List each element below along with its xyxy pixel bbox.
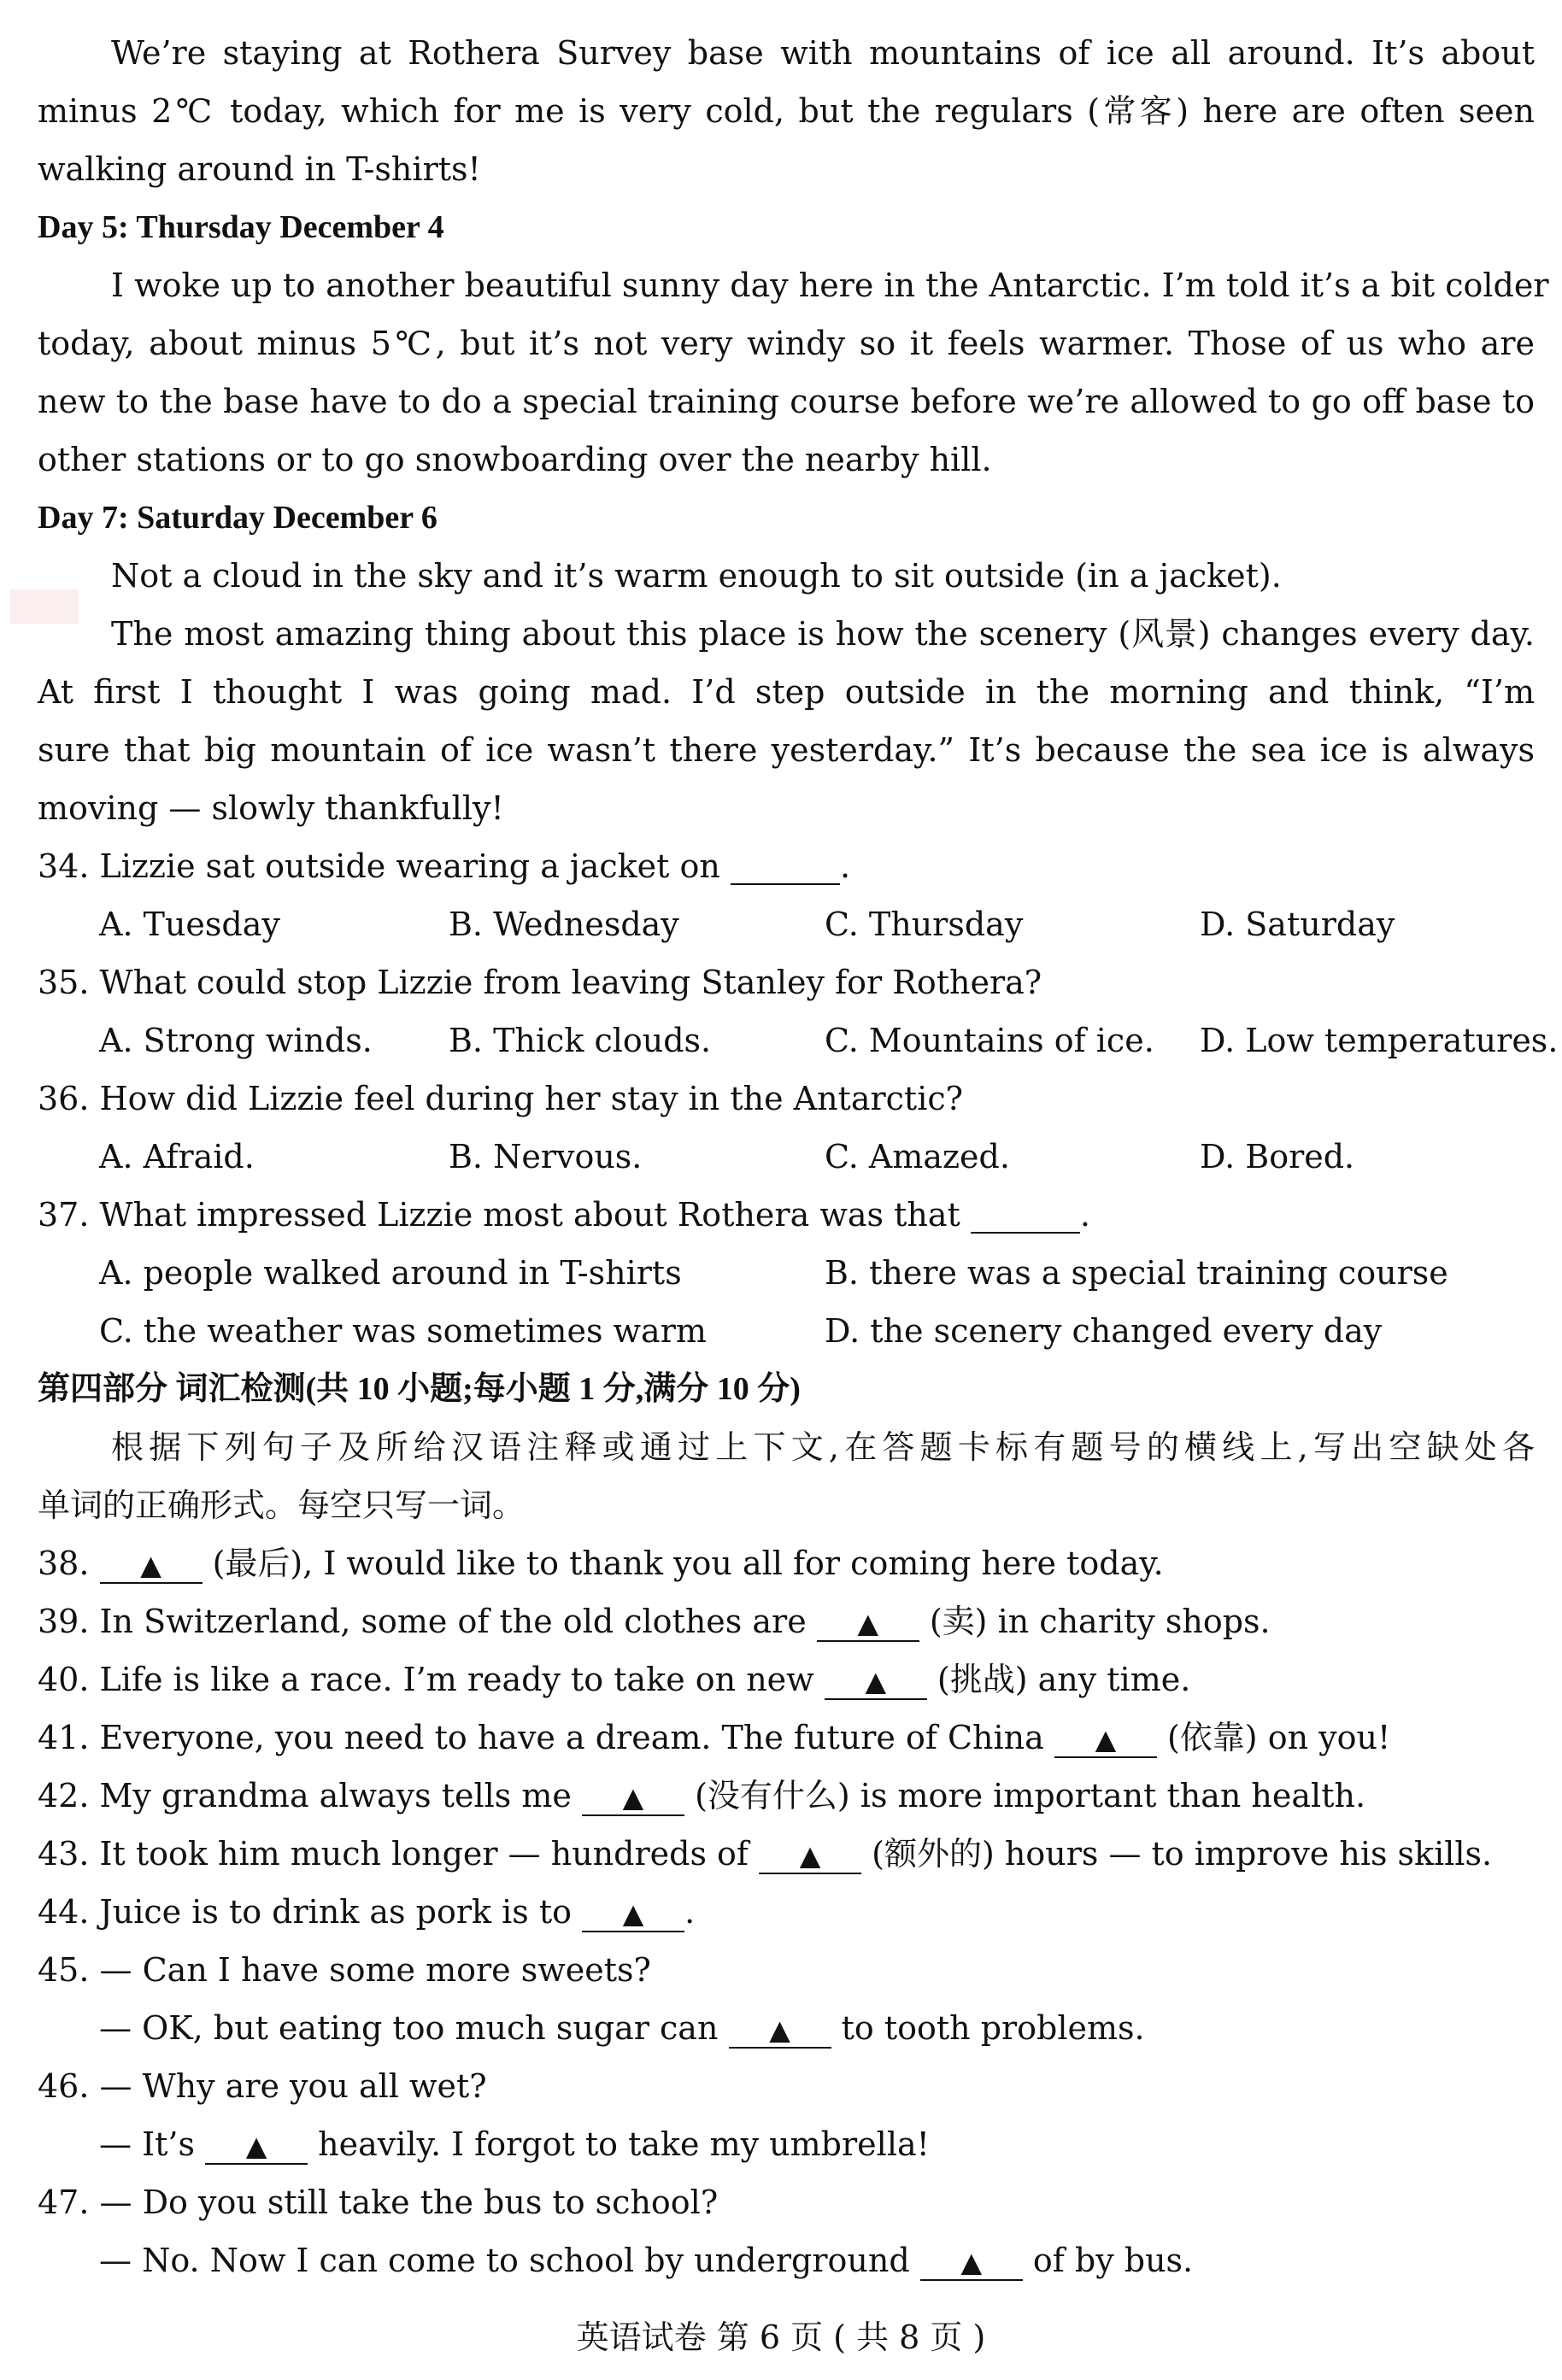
passage-p2-line1: I woke up to another beautiful sunny day here in the Antarctic. I’m told it’s a bit colder xyxy=(111,267,1549,304)
blank-marker-icon: ▲ xyxy=(622,1781,644,1814)
question-44 xyxy=(38,1891,1535,1932)
q42-before: 42. My grandma always tells me xyxy=(38,1777,572,1814)
q35-option-b[interactable]: B. Thick clouds. xyxy=(449,1022,712,1059)
q41-blank[interactable] xyxy=(1054,1721,1157,1758)
q37-blank[interactable] xyxy=(971,1198,1080,1234)
q38-blank[interactable] xyxy=(100,1546,203,1584)
passage-p4-line3: sure that big mountain of ice wasn’t there yesterday.” It’s because the sea ice is always xyxy=(38,731,1535,769)
q42-after: (没有什么) is more important than health. xyxy=(684,1777,1366,1814)
q34-option-d[interactable]: D. Saturday xyxy=(1200,906,1395,943)
q45-before: — OK, but eating too much sugar can xyxy=(99,2009,719,2047)
scan-smudge xyxy=(10,589,79,624)
passage-p1-line3: walking around in T-shirts! xyxy=(38,150,481,188)
q36-option-d[interactable]: D. Bored. xyxy=(1200,1138,1355,1175)
question-41 xyxy=(38,1717,1535,1758)
question-37 xyxy=(38,1194,1535,1235)
q35-option-c[interactable]: C. Mountains of ice. xyxy=(825,1022,1154,1059)
q39-before: 39. In Switzerland, some of the old clothes are xyxy=(38,1603,807,1640)
q39-after: (卖) in charity shops. xyxy=(919,1603,1271,1640)
q34-end: . xyxy=(839,847,851,885)
q40-blank[interactable] xyxy=(825,1662,927,1700)
passage-p2-line3: new to the base have to do a special training course before we’re allowed to go off base to xyxy=(38,383,1535,420)
passage-p4-line1: The most amazing thing about this place is how the scenery (风景) changes every day. xyxy=(111,615,1535,653)
blank-marker-icon: ▲ xyxy=(245,2130,267,2162)
passage-p2-line4: other stations or to go snowboarding over the nearby hill. xyxy=(38,441,992,478)
q41-after: (依靠) on you! xyxy=(1156,1719,1391,1756)
part4-instructions-line1: 根据下列句子及所给汉语注释或通过上下文,在答题卡标有题号的横线上,写出空缺处各 xyxy=(111,1428,1535,1466)
q45-blank[interactable] xyxy=(729,2011,831,2049)
question-38 xyxy=(38,1543,1535,1584)
question-34 xyxy=(38,846,1535,887)
q38-number: 38. xyxy=(38,1545,90,1582)
q37-option-c[interactable]: C. the weather was sometimes warm xyxy=(99,1312,707,1350)
question-40 xyxy=(38,1659,1535,1700)
day7-heading: Day 7: Saturday December 6 xyxy=(38,500,437,536)
blank-marker-icon: ▲ xyxy=(857,1607,879,1639)
q34-option-b[interactable]: B. Wednesday xyxy=(449,906,679,943)
q46-before: — It’s xyxy=(99,2125,195,2163)
q43-after: (额外的) hours — to improve his skills. xyxy=(861,1835,1493,1873)
passage-p3-line1: Not a cloud in the sky and it’s warm enough to sit outside (in a jacket). xyxy=(111,557,1282,595)
q37-stem: 37. What impressed Lizzie most about Rothera was that xyxy=(38,1196,960,1234)
question-46-line1: 46. — Why are you all wet? xyxy=(38,2067,487,2105)
q43-before: 43. It took him much longer — hundreds of xyxy=(38,1835,749,1873)
question-39 xyxy=(38,1601,1535,1642)
q34-option-a[interactable]: A. Tuesday xyxy=(99,906,280,943)
question-36: 36. How did Lizzie feel during her stay in the Antarctic? xyxy=(38,1080,963,1117)
passage-p1-line1: We’re staying at Rothera Survey base with mountains of ice all around. It’s about xyxy=(111,34,1535,72)
q34-stem: 34. Lizzie sat outside wearing a jacket on xyxy=(38,847,720,885)
question-43 xyxy=(38,1833,1535,1874)
q39-blank[interactable] xyxy=(817,1604,919,1642)
blank-marker-icon: ▲ xyxy=(865,1665,887,1697)
q41-before: 41. Everyone, you need to have a dream. The future of China xyxy=(38,1719,1044,1756)
passage-p4-line2: At first I thought I was going mad. I’d step outside in the morning and think, “I’m xyxy=(38,673,1535,711)
question-46-line2 xyxy=(99,2124,1535,2165)
q38-after: (最后), I would like to thank you all for coming here today. xyxy=(202,1545,1164,1582)
blank-marker-icon: ▲ xyxy=(1095,1723,1117,1756)
question-47-line2 xyxy=(99,2240,1535,2281)
blank-marker-icon: ▲ xyxy=(140,1549,161,1581)
q37-option-b[interactable]: B. there was a special training course xyxy=(825,1254,1448,1292)
q36-option-b[interactable]: B. Nervous. xyxy=(449,1138,643,1175)
q34-blank[interactable] xyxy=(731,849,840,885)
question-47-line1: 47. — Do you still take the bus to school? xyxy=(38,2184,719,2221)
q47-before: — No. Now I can come to school by underground xyxy=(99,2242,910,2279)
q34-option-c[interactable]: C. Thursday xyxy=(825,906,1024,943)
q37-end: . xyxy=(1079,1196,1090,1234)
q47-blank[interactable] xyxy=(920,2243,1023,2281)
question-45-line2 xyxy=(99,2008,1535,2049)
q42-blank[interactable] xyxy=(582,1779,684,1816)
q46-after: heavily. I forgot to take my umbrella! xyxy=(308,2125,930,2163)
q37-option-d[interactable]: D. the scenery changed every day xyxy=(825,1312,1383,1350)
part4-heading: 第四部分 词汇检测(共 10 小题;每小题 1 分,满分 10 分) xyxy=(38,1371,801,1407)
blank-marker-icon: ▲ xyxy=(622,1897,644,1930)
page-footer: 英语试卷 第 6 页 ( 共 8 页 ) xyxy=(576,2318,986,2356)
q45-after: to tooth problems. xyxy=(831,2009,1145,2047)
q40-after: (挑战) any time. xyxy=(926,1661,1191,1698)
question-45-line1: 45. — Can I have some more sweets? xyxy=(38,1951,651,1989)
q47-after: of by bus. xyxy=(1022,2242,1194,2279)
q35-option-a[interactable]: A. Strong winds. xyxy=(99,1022,373,1059)
q44-blank[interactable] xyxy=(582,1895,684,1932)
q36-option-c[interactable]: C. Amazed. xyxy=(825,1138,1010,1175)
day5-heading: Day 5: Thursday December 4 xyxy=(38,209,444,245)
q36-option-a[interactable]: A. Afraid. xyxy=(99,1138,255,1175)
passage-p4-line4: moving — slowly thankfully! xyxy=(38,789,504,827)
q44-before: 44. Juice is to drink as pork is to xyxy=(38,1893,572,1931)
q37-option-a[interactable]: A. people walked around in T-shirts xyxy=(99,1254,682,1292)
q44-after: . xyxy=(684,1893,696,1931)
passage-p2-line2: today, about minus 5℃, but it’s not very windy so it feels warmer. Those of us who are xyxy=(38,325,1535,362)
blank-marker-icon: ▲ xyxy=(799,1839,821,1872)
q40-before: 40. Life is like a race. I’m ready to take on new xyxy=(38,1661,814,1698)
blank-marker-icon: ▲ xyxy=(960,2246,983,2278)
q43-blank[interactable] xyxy=(759,1837,861,1874)
question-35: 35. What could stop Lizzie from leaving Stanley for Rothera? xyxy=(38,964,1042,1001)
question-42 xyxy=(38,1775,1535,1816)
passage-p1-line2: minus 2℃ today, which for me is very cold, but the regulars (常客) here are often seen xyxy=(38,92,1535,130)
blank-marker-icon: ▲ xyxy=(769,2014,790,2046)
q35-option-d[interactable]: D. Low temperatures. xyxy=(1200,1022,1559,1059)
part4-instructions-line2: 单词的正确形式。每空只写一词。 xyxy=(38,1486,526,1524)
q46-blank[interactable] xyxy=(205,2127,308,2165)
